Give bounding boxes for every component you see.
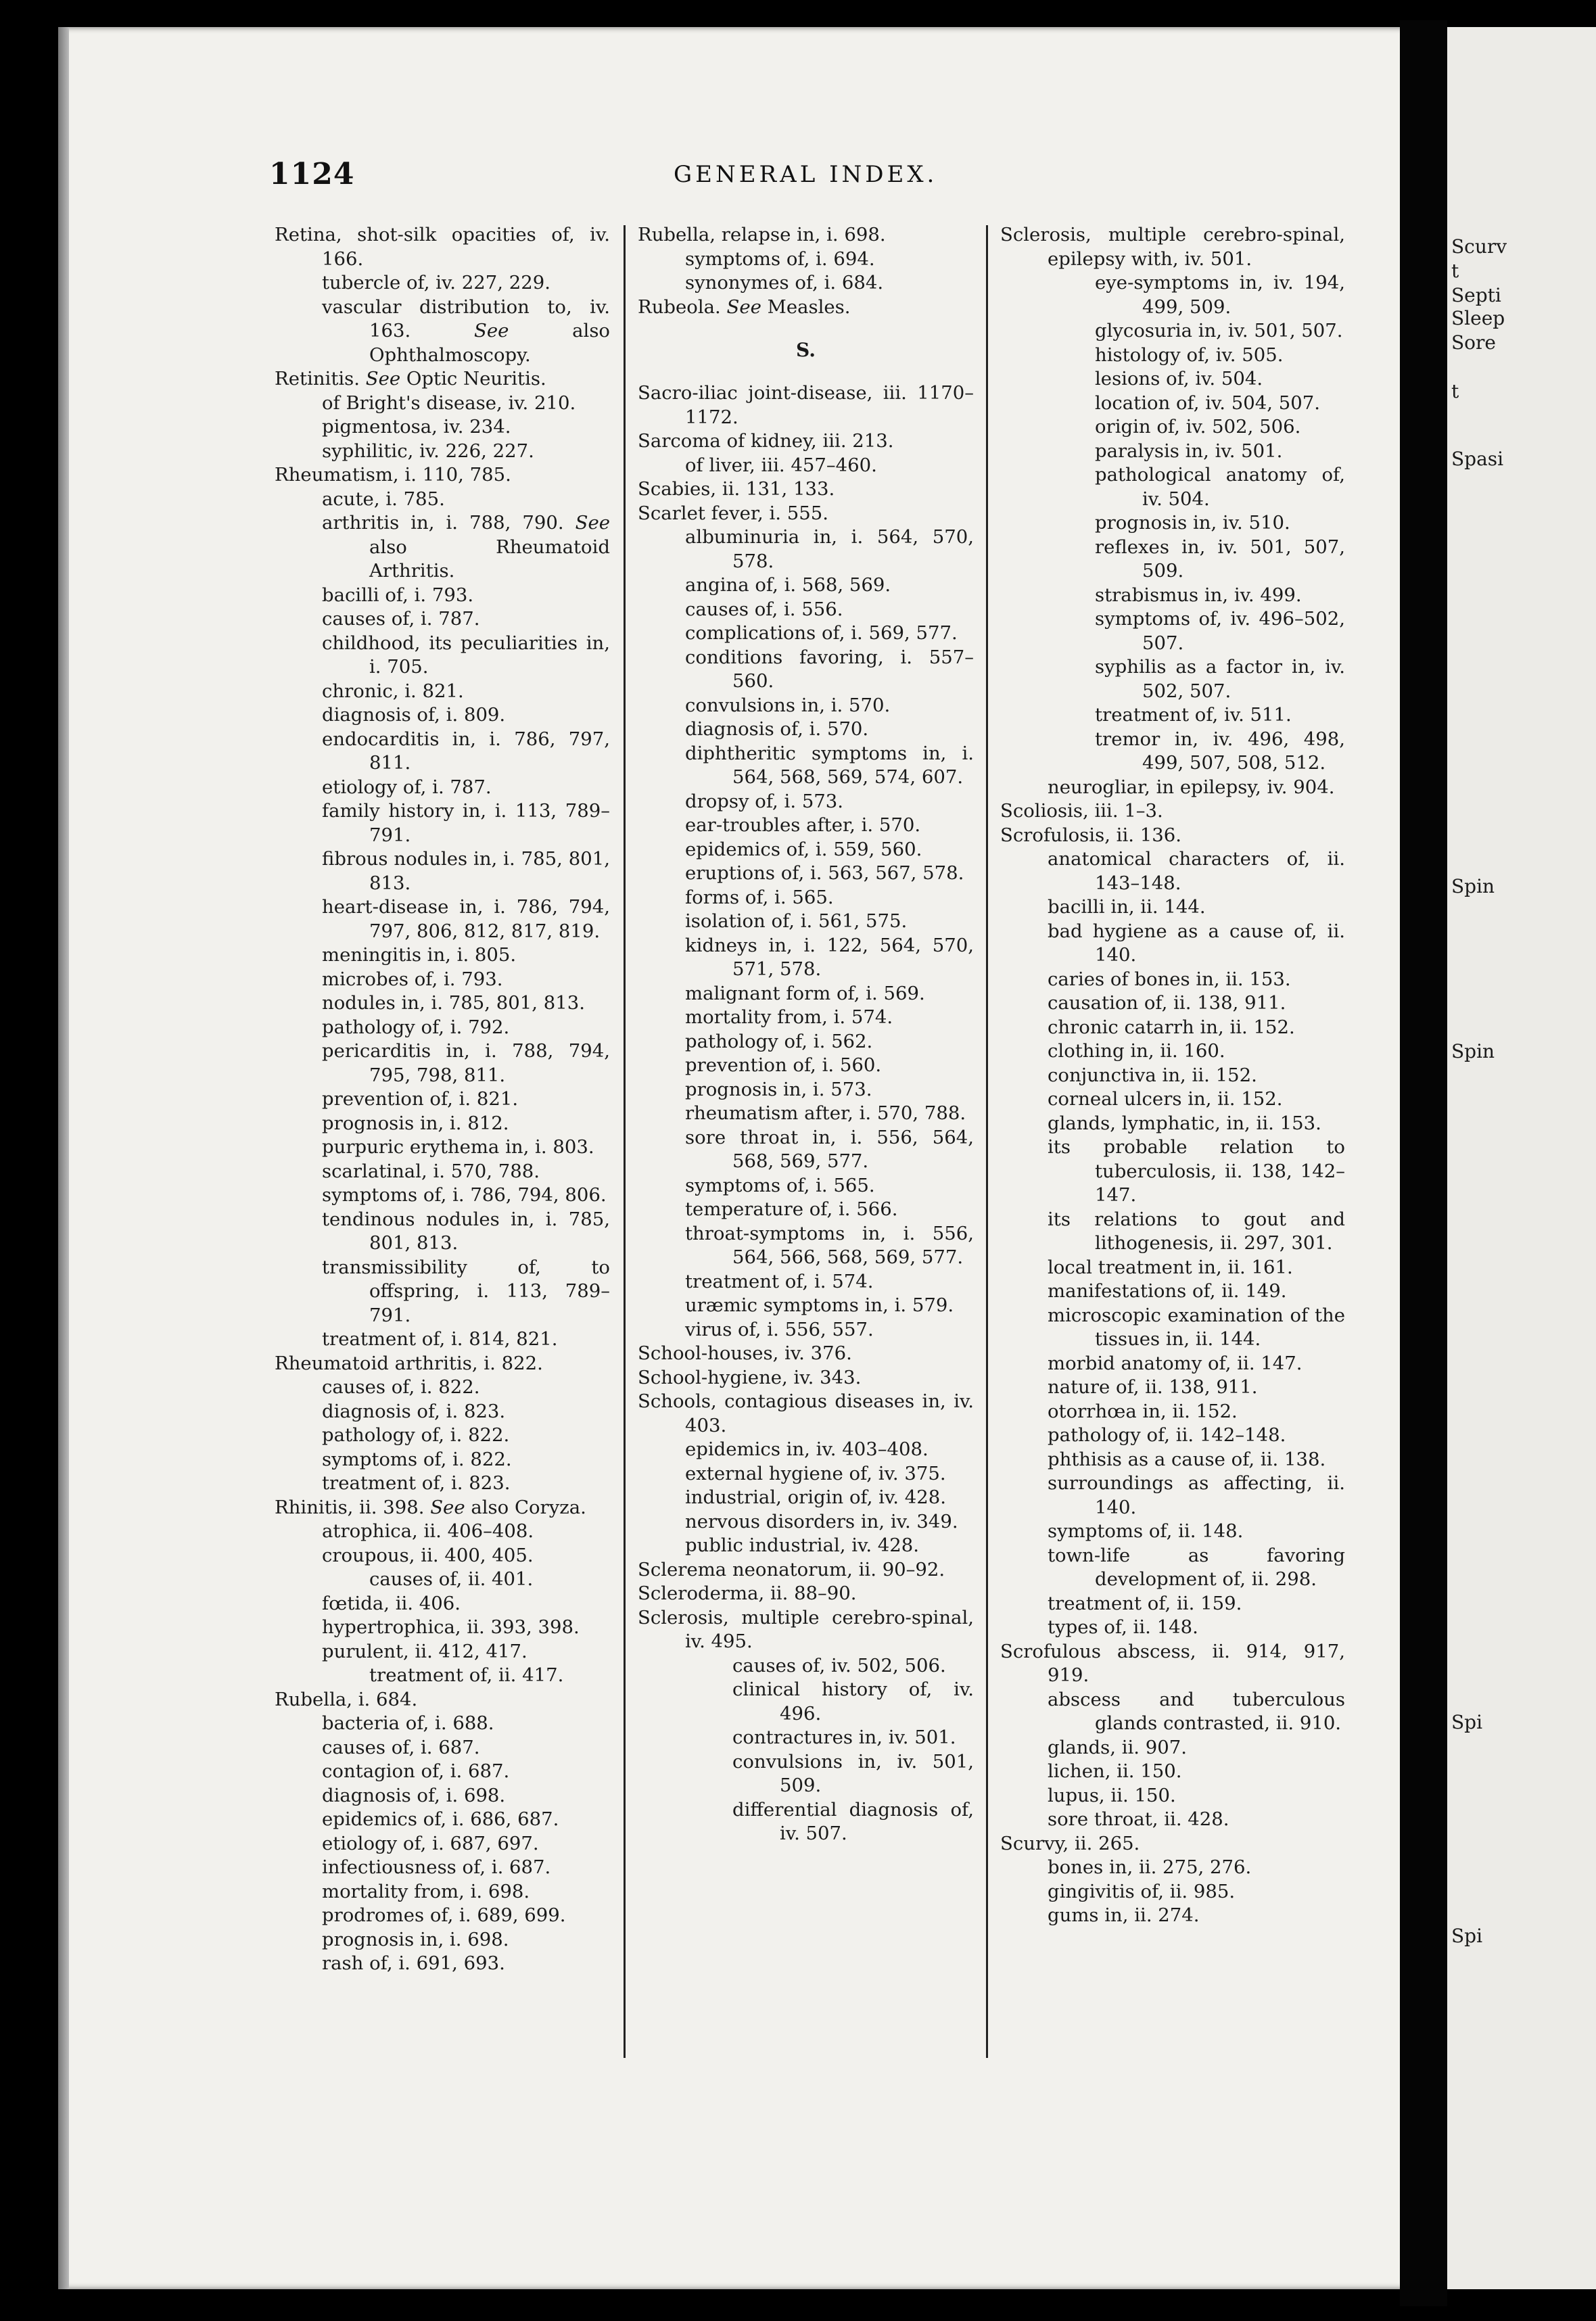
index-subentry: microscopic examination of the tissues in, ii. 144. [1048, 1304, 1345, 1350]
index-subentry: surroundings as affecting, ii. 140. [1048, 1472, 1345, 1518]
index-heading: Retinitis. See Optic Neuritis. [275, 368, 546, 390]
index-subentry: origin of, iv. 502, 506. [1095, 416, 1301, 438]
index-column-2 [638, 223, 974, 1846]
index-subentry: syphilitic, iv. 226, 227. [322, 440, 534, 462]
index-subentry: external hygiene of, iv. 375. [685, 1462, 946, 1484]
index-subentry: purpuric erythema in, i. 803. [322, 1136, 594, 1158]
index-subentry: etiology of, i. 787. [322, 776, 492, 798]
index-heading: Scrofulous abscess, ii. 914, 917, 919. [1000, 1640, 1345, 1686]
index-subentry: causes of, i. 556. [685, 598, 843, 620]
index-subentry: treatment of, ii. 417. [369, 1664, 564, 1686]
index-subentry: symptoms of, i. 822. [322, 1448, 512, 1470]
index-subentry: angina of, i. 568, 569. [685, 574, 891, 596]
index-subentry: diagnosis of, i. 698. [322, 1784, 506, 1806]
index-subentry: of Bright's disease, iv. 210. [322, 392, 576, 414]
index-subentry: pathology of, i. 822. [322, 1424, 510, 1446]
index-subentry: reflexes in, iv. 501, 507, 509. [1095, 536, 1345, 582]
index-subentry: neurogliar, in epilepsy, iv. 904. [1048, 776, 1335, 798]
index-subentry: eruptions of, i. 563, 567, 578. [685, 862, 964, 884]
index-subentry: industrial, origin of, iv. 428. [685, 1486, 946, 1508]
facing-page-text-fragment: t [1451, 260, 1459, 282]
index-subentry: acute, i. 785. [322, 488, 445, 510]
index-column-1 [275, 223, 610, 1976]
index-subentry: phthisis as a cause of, ii. 138. [1048, 1448, 1326, 1470]
index-subentry: eye-symptoms in, iv. 194, 499, 509. [1095, 272, 1345, 318]
index-subentry: of liver, iii. 457–460. [685, 454, 877, 476]
index-subentry: prodromes of, i. 689, 699. [322, 1904, 566, 1926]
index-subentry: convulsions in, iv. 501, 509. [732, 1750, 974, 1796]
index-subentry: glands, lymphatic, in, ii. 153. [1048, 1112, 1321, 1134]
index-subentry: infectiousness of, i. 687. [322, 1856, 551, 1878]
facing-page-text-fragment: Sleep [1451, 307, 1505, 329]
index-subentry: purulent, ii. 412, 417. [322, 1640, 527, 1662]
index-subentry: abscess and tuberculous glands contrasted, ii. 910. [1048, 1688, 1345, 1734]
index-subentry: endocarditis in, i. 786, 797, 811. [322, 728, 610, 774]
index-subentry: tendinous nodules in, i. 785, 801, 813. [322, 1208, 610, 1254]
index-subentry: treatment of, i. 574. [685, 1270, 874, 1292]
facing-page-text-fragment: Spi [1451, 1711, 1483, 1733]
index-subentry: clinical history of, iv. 496. [732, 1679, 974, 1725]
index-subentry: gingivitis of, ii. 985. [1048, 1880, 1236, 1902]
index-heading: Schools, contagious diseases in, iv. 403. [638, 1390, 974, 1436]
index-heading: Scarlet fever, i. 555. [638, 502, 829, 524]
index-subentry: diphtheritic symptoms in, i. 564, 568, 569, 574, 607. [685, 742, 974, 788]
index-subentry: family history in, i. 113, 789–791. [322, 800, 610, 846]
index-subentry: dropsy of, i. 573. [685, 790, 844, 812]
index-subentry: anatomical characters of, ii. 143–148. [1048, 848, 1345, 894]
index-subentry: ear-troubles after, i. 570. [685, 814, 921, 836]
index-subentry: atrophica, ii. 406–408. [322, 1520, 534, 1542]
index-subentry: conjunctiva in, ii. 152. [1048, 1064, 1257, 1086]
index-subentry: fibrous nodules in, i. 785, 801, 813. [322, 848, 610, 894]
index-subentry: lichen, ii. 150. [1048, 1760, 1182, 1782]
index-subentry: vascular distribution to, iv. 163. See also Ophthalmoscopy. [322, 296, 610, 366]
index-subentry: pathology of, i. 562. [685, 1030, 873, 1052]
facing-page-text-fragment: t [1451, 380, 1459, 402]
index-subentry: bones in, ii. 275, 276. [1048, 1856, 1252, 1878]
index-subentry: sore throat, ii. 428. [1048, 1808, 1229, 1830]
index-subentry: lesions of, iv. 504. [1095, 368, 1263, 390]
index-subentry: croupous, ii. 400, 405. [322, 1544, 534, 1566]
facing-page-text-fragment: Spin [1451, 875, 1495, 897]
index-subentry: prevention of, i. 821. [322, 1088, 519, 1110]
column-rule [986, 225, 988, 2058]
index-subentry: morbid anatomy of, ii. 147. [1048, 1352, 1302, 1374]
index-subentry: causes of, i. 687. [322, 1736, 480, 1758]
index-subentry: bacteria of, i. 688. [322, 1712, 494, 1734]
index-subentry: nature of, ii. 138, 911. [1048, 1376, 1258, 1398]
index-subentry: strabismus in, iv. 499. [1095, 584, 1302, 606]
index-subentry: caries of bones in, ii. 153. [1048, 968, 1291, 990]
index-subentry: treatment of, iv. 511. [1095, 704, 1292, 726]
index-subentry: causation of, ii. 138, 911. [1048, 992, 1286, 1014]
index-subentry: types of, ii. 148. [1048, 1616, 1198, 1638]
index-subentry: synonymes of, i. 684. [685, 272, 884, 294]
index-subentry: manifestations of, ii. 149. [1048, 1280, 1287, 1302]
index-heading: Scurvy, ii. 265. [1000, 1832, 1140, 1854]
index-column-3 [1000, 223, 1345, 1928]
index-subentry: epidemics in, iv. 403–408. [685, 1438, 929, 1460]
index-subentry: treatment of, i. 823. [322, 1472, 511, 1494]
index-subentry: pathological anatomy of, iv. 504. [1095, 464, 1345, 510]
index-subentry: differential diagnosis of, iv. 507. [732, 1798, 974, 1844]
facing-page-text-fragment: Sore [1451, 331, 1496, 354]
index-subentry: bacilli in, ii. 144. [1048, 896, 1206, 918]
index-subentry: uræmic symptoms in, i. 579. [685, 1294, 954, 1316]
section-heading: S. [796, 339, 816, 361]
index-subentry: transmissibility of, to offspring, i. 113, 789–791. [322, 1256, 610, 1326]
index-subentry: fœtida, ii. 406. [322, 1592, 461, 1614]
index-subentry: treatment of, i. 814, 821. [322, 1328, 558, 1350]
index-subentry: chronic, i. 821. [322, 680, 464, 702]
index-subentry: histology of, iv. 505. [1095, 344, 1284, 366]
index-subentry: its relations to gout and lithogenesis, ii. 297, 301. [1048, 1208, 1345, 1254]
index-subentry: causes of, ii. 401. [369, 1568, 534, 1590]
index-heading: Retina, shot-silk opacities of, iv. 166. [275, 224, 610, 270]
index-subentry: prognosis in, iv. 510. [1095, 512, 1290, 534]
index-heading: Sclerosis, multiple cerebro-spinal, epilepsy with, iv. 501. [1000, 224, 1345, 270]
index-subentry: clothing in, ii. 160. [1048, 1040, 1225, 1062]
column-rule [624, 225, 626, 2058]
index-heading: Rubella, relapse in, i. 698. [638, 224, 886, 245]
index-subentry: town-life as favoring development of, ii. 298. [1048, 1544, 1345, 1590]
index-subentry: malignant form of, i. 569. [685, 982, 925, 1004]
index-subentry: convulsions in, i. 570. [685, 694, 891, 716]
index-subentry: childhood, its peculiarities in, i. 705. [322, 632, 610, 678]
index-subentry: tubercle of, iv. 227, 229. [322, 272, 550, 294]
index-subentry: nervous disorders in, iv. 349. [685, 1510, 958, 1532]
index-subentry: complications of, i. 569, 577. [685, 622, 958, 644]
index-subentry: chronic catarrh in, ii. 152. [1048, 1016, 1295, 1038]
index-subentry: causes of, i. 822. [322, 1376, 480, 1398]
binding-edge [58, 27, 69, 2289]
index-subentry: paralysis in, iv. 501. [1095, 440, 1283, 462]
index-subentry: prevention of, i. 560. [685, 1054, 882, 1076]
index-subentry: causes of, i. 787. [322, 608, 480, 630]
index-subentry: symptoms of, i. 694. [685, 248, 875, 270]
index-heading: Rhinitis, ii. 398. See also Coryza. [275, 1496, 586, 1518]
index-subentry: corneal ulcers in, ii. 152. [1048, 1088, 1283, 1110]
index-subentry: prognosis in, i. 812. [322, 1112, 509, 1134]
index-subentry: pathology of, i. 792. [322, 1016, 510, 1038]
index-subentry: conditions favoring, i. 557–560. [685, 646, 974, 692]
index-subentry: nodules in, i. 785, 801, 813. [322, 992, 585, 1014]
index-subentry: prognosis in, i. 698. [322, 1928, 509, 1950]
index-subentry: forms of, i. 565. [685, 886, 834, 908]
index-subentry: its probable relation to tuberculosis, ii. 138, 142–147. [1048, 1136, 1345, 1206]
facing-page-text-fragment: Spin [1451, 1040, 1495, 1062]
index-heading: Scabies, ii. 131, 133. [638, 478, 835, 500]
index-subentry: tremor in, iv. 496, 498, 499, 507, 508, 512. [1095, 728, 1345, 774]
index-subentry: symptoms of, ii. 148. [1048, 1520, 1244, 1542]
index-subentry: diagnosis of, i. 823. [322, 1400, 506, 1422]
index-heading: Rheumatoid arthritis, i. 822. [275, 1352, 543, 1374]
index-heading: Sarcoma of kidney, iii. 213. [638, 430, 894, 452]
index-subentry: prognosis in, i. 573. [685, 1078, 872, 1100]
index-subentry: local treatment in, ii. 161. [1048, 1256, 1293, 1278]
book-gutter [1400, 20, 1447, 2306]
index-subentry: kidneys in, i. 122, 564, 570, 571, 578. [685, 934, 974, 980]
index-subentry: glands, ii. 907. [1048, 1736, 1188, 1758]
index-subentry: symptoms of, i. 565. [685, 1174, 875, 1196]
index-subentry: symptoms of, i. 786, 794, 806. [322, 1184, 607, 1206]
index-subentry: virus of, i. 556, 557. [685, 1318, 874, 1340]
index-subentry: bacilli of, i. 793. [322, 584, 474, 606]
facing-page-text-fragment: Septi [1451, 284, 1501, 306]
index-subentry: diagnosis of, i. 570. [685, 718, 869, 740]
facing-page [1447, 27, 1596, 2289]
index-heading: Scrofulosis, ii. 136. [1000, 824, 1181, 846]
index-heading: Rubella, i. 684. [275, 1688, 418, 1710]
index-subentry: pathology of, ii. 142–148. [1048, 1424, 1286, 1446]
page-number: 1124 [269, 157, 355, 191]
index-subentry: lupus, ii. 150. [1048, 1784, 1176, 1806]
index-subentry: etiology of, i. 687, 697. [322, 1832, 539, 1854]
index-heading: School-hygiene, iv. 343. [638, 1366, 862, 1388]
index-subentry: albuminuria in, i. 564, 570, 578. [685, 526, 974, 572]
index-subentry: scarlatinal, i. 570, 788. [322, 1160, 540, 1182]
facing-page-text-fragment: Spasi [1451, 448, 1504, 470]
index-subentry: epidemics of, i. 559, 560. [685, 838, 922, 860]
index-subentry: hypertrophica, ii. 393, 398. [322, 1616, 580, 1638]
index-subentry: mortality from, i. 574. [685, 1006, 893, 1028]
facing-page-text-fragment: Spi [1451, 1925, 1483, 1947]
index-subentry: causes of, iv. 502, 506. [732, 1654, 946, 1677]
index-subentry: pericarditis in, i. 788, 794, 795, 798, 811. [322, 1040, 610, 1086]
index-subentry: pigmentosa, iv. 234. [322, 416, 511, 438]
index-subentry: rash of, i. 691, 693. [322, 1952, 505, 1974]
index-heading: Sclerema neonatorum, ii. 90–92. [638, 1558, 945, 1580]
index-subentry: temperature of, i. 566. [685, 1198, 898, 1220]
index-heading: Sclerosis, multiple cerebro-spinal, iv. 495. [638, 1606, 974, 1652]
index-subentry: mortality from, i. 698. [322, 1880, 530, 1902]
index-subentry: epidemics of, i. 686, 687. [322, 1808, 559, 1830]
index-subentry: location of, iv. 504, 507. [1095, 392, 1320, 414]
index-subentry: treatment of, ii. 159. [1048, 1592, 1242, 1614]
index-subentry: heart-disease in, i. 786, 794, 797, 806, 812, 817, 819. [322, 896, 610, 942]
index-heading: Rheumatism, i. 110, 785. [275, 464, 511, 486]
running-head: GENERAL INDEX. [674, 161, 938, 188]
index-subentry: meningitis in, i. 805. [322, 944, 517, 966]
index-subentry: bad hygiene as a cause of, ii. 140. [1048, 920, 1345, 966]
index-subentry: diagnosis of, i. 809. [322, 704, 506, 726]
index-subentry: isolation of, i. 561, 575. [685, 910, 908, 932]
index-heading: Sacro-iliac joint-disease, iii. 1170–1172. [638, 382, 974, 428]
index-subentry: microbes of, i. 793. [322, 968, 503, 990]
index-subentry: arthritis in, i. 788, 790. See also Rheumatoid Arthritis. [322, 512, 610, 582]
facing-page-text-fragment: Scurv [1451, 235, 1507, 258]
index-subentry: gums in, ii. 274. [1048, 1904, 1200, 1926]
index-subentry: contagion of, i. 687. [322, 1760, 510, 1782]
index-subentry: otorrhœa in, ii. 152. [1048, 1400, 1238, 1422]
index-heading: Scleroderma, ii. 88–90. [638, 1582, 857, 1604]
index-subentry: glycosuria in, iv. 501, 507. [1095, 320, 1343, 342]
index-subentry: symptoms of, iv. 496–502, 507. [1095, 608, 1345, 654]
index-subentry: public industrial, iv. 428. [685, 1534, 920, 1556]
index-heading: School-houses, iv. 376. [638, 1342, 852, 1364]
index-subentry: contractures in, iv. 501. [732, 1727, 956, 1748]
index-subentry: throat-symptoms in, i. 556, 564, 566, 568, 569, 577. [685, 1222, 974, 1268]
index-heading: Scoliosis, iii. 1–3. [1000, 800, 1163, 822]
index-subentry: syphilis as a factor in, iv. 502, 507. [1095, 656, 1345, 702]
index-subentry: sore throat in, i. 556, 564, 568, 569, 577. [685, 1126, 974, 1172]
index-heading: Rubeola. See Measles. [638, 296, 851, 318]
index-subentry: rheumatism after, i. 570, 788. [685, 1102, 966, 1124]
